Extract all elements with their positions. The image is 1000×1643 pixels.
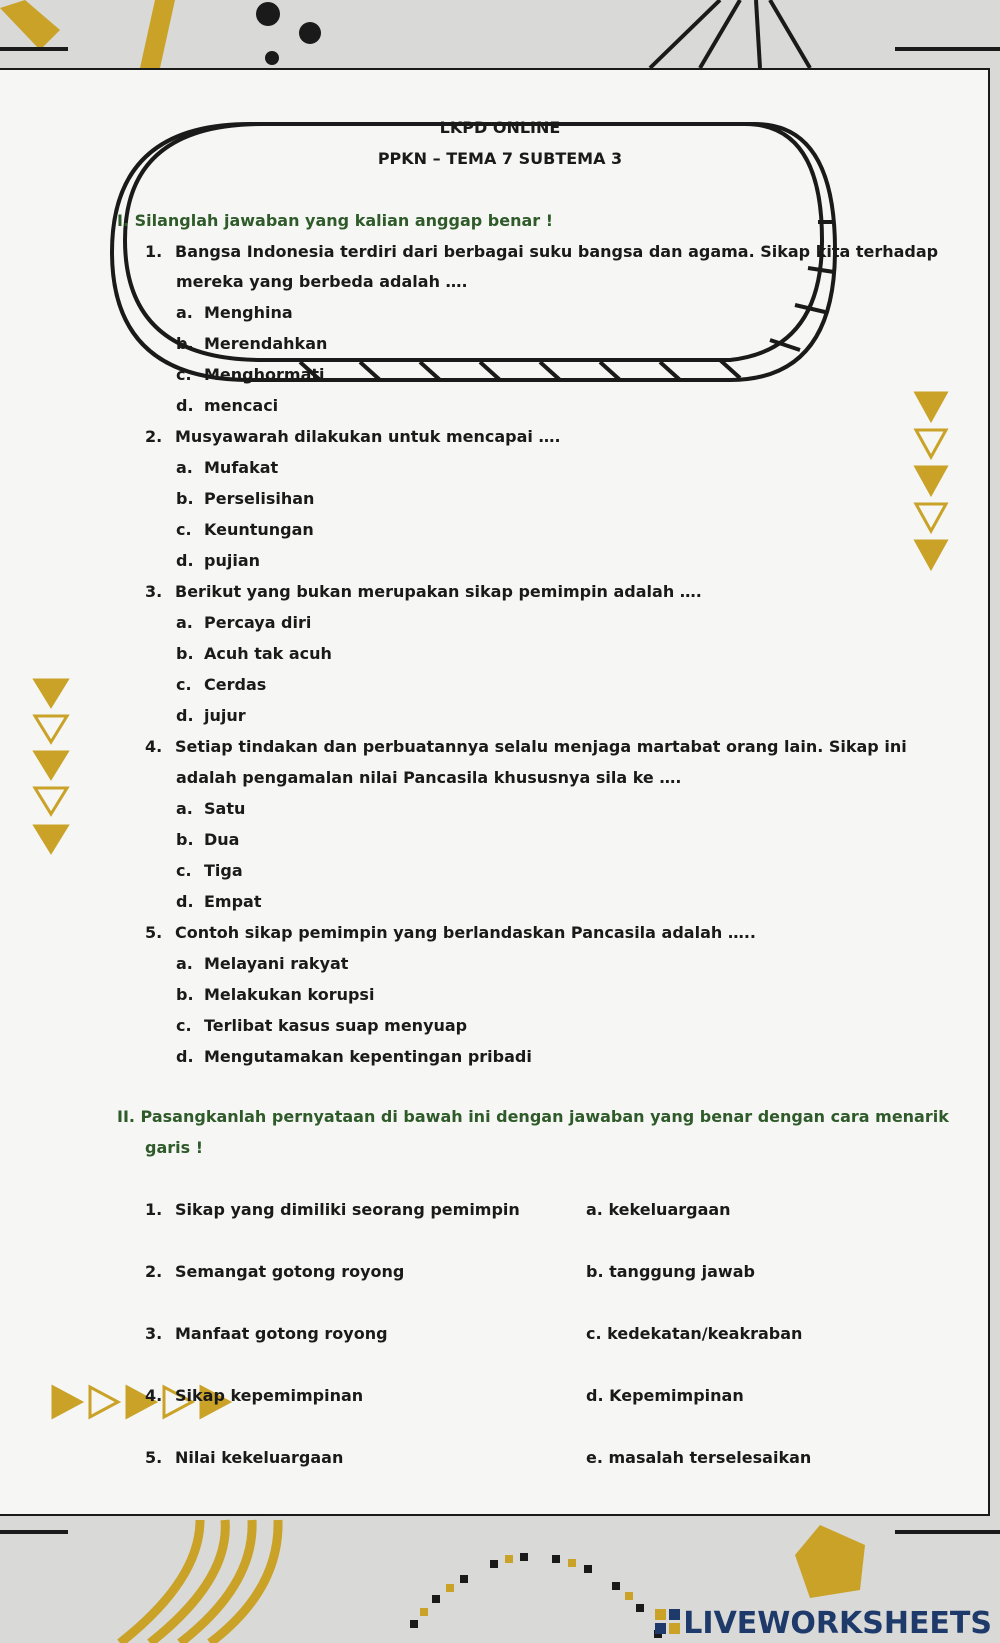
option-letter: d. [176, 706, 194, 725]
option-text: Melayani rakyat [204, 954, 349, 973]
match-left-item[interactable] [145, 1200, 520, 1219]
question-text: Setiap tindakan dan perbuatannya selalu menjaga martabat orang lain. Sikap ini [175, 737, 907, 756]
question-number: 1. [145, 242, 163, 261]
option[interactable] [176, 639, 332, 670]
match-right-item[interactable]: c. kedekatan/keakraban [586, 1324, 803, 1343]
option-letter: a. [176, 458, 193, 477]
option-text: Keuntungan [204, 520, 314, 539]
question-5 [145, 918, 756, 949]
option-text: Acuh tak acuh [204, 644, 332, 663]
option[interactable] [176, 515, 314, 546]
match-number: 4. [145, 1386, 163, 1405]
option[interactable] [176, 1011, 467, 1042]
option[interactable] [176, 546, 260, 577]
option-text: jujur [204, 706, 246, 725]
option[interactable] [176, 856, 243, 887]
question-4 [145, 732, 907, 763]
option-text: Mufakat [204, 458, 279, 477]
match-text: Semangat gotong royong [175, 1262, 405, 1281]
option[interactable] [176, 391, 278, 422]
option-letter: b. [176, 830, 194, 849]
liveworksheets-logo-icon [655, 1609, 681, 1635]
option-text: Melakukan korupsi [204, 985, 375, 1004]
option-text: Perselisihan [204, 489, 315, 508]
question-1-line2: mereka yang berbeda adalah …. [176, 272, 468, 291]
option-text: Cerdas [204, 675, 267, 694]
match-right-item[interactable]: b. tanggung jawab [586, 1262, 755, 1281]
option-letter: a. [176, 613, 193, 632]
question-4-line2: adalah pengamalan nilai Pancasila khususnya sila ke …. [176, 768, 682, 787]
option[interactable] [176, 670, 266, 701]
page-title: LKPD ONLINE [439, 118, 561, 137]
option[interactable] [176, 329, 327, 360]
match-left-item[interactable] [145, 1448, 343, 1467]
match-left-item[interactable] [145, 1386, 363, 1405]
section-2-instruction: II. Pasangkanlah pernyataan di bawah ini dengan jawaban yang benar dengan cara menarik [117, 1107, 949, 1126]
match-left-item[interactable] [145, 1324, 388, 1343]
option[interactable] [176, 825, 239, 856]
option[interactable] [176, 360, 325, 391]
option[interactable] [176, 949, 348, 980]
option[interactable] [176, 794, 245, 825]
option-letter: b. [176, 334, 194, 353]
question-text: Berikut yang bukan merupakan sikap pemimpin adalah …. [175, 582, 702, 601]
watermark-text: LIVEWORKSHEETS [683, 1606, 992, 1641]
option-letter: c. [176, 675, 192, 694]
option-letter: d. [176, 892, 194, 911]
question-number: 2. [145, 427, 163, 446]
page-subtitle: PPKN – TEMA 7 SUBTEMA 3 [377, 149, 623, 168]
option-letter: a. [176, 954, 193, 973]
match-number: 2. [145, 1262, 163, 1281]
option-text: Terlibat kasus suap menyuap [204, 1016, 468, 1035]
match-right-item[interactable]: a. kekeluargaan [586, 1200, 731, 1219]
option[interactable] [176, 887, 262, 918]
option-text: Menghormati [204, 365, 325, 384]
liveworksheets-watermark [655, 1606, 992, 1641]
option-text: mencaci [204, 396, 279, 415]
option[interactable] [176, 484, 314, 515]
option-letter: b. [176, 489, 194, 508]
match-left-item[interactable] [145, 1262, 404, 1281]
option-text: Mengutamakan kepentingan pribadi [204, 1047, 532, 1066]
question-3 [145, 577, 702, 608]
question-text: Bangsa Indonesia terdiri dari berbagai suku bangsa dan agama. Sikap kita terhadap [175, 242, 939, 261]
option[interactable] [176, 453, 278, 484]
option-letter: d. [176, 551, 194, 570]
question-number: 5. [145, 923, 163, 942]
option-letter: a. [176, 799, 193, 818]
option[interactable] [176, 608, 311, 639]
option-letter: c. [176, 520, 192, 539]
question-number: 3. [145, 582, 163, 601]
section-1-instruction: I. Silanglah jawaban yang kalian anggap benar ! [117, 211, 554, 230]
match-right-item[interactable]: e. masalah terselesaikan [586, 1448, 812, 1467]
match-number: 1. [145, 1200, 163, 1219]
option-letter: a. [176, 303, 193, 322]
option-letter: c. [176, 365, 192, 384]
option-letter: d. [176, 1047, 194, 1066]
match-right-item[interactable]: d. Kepemimpinan [586, 1386, 744, 1405]
question-1 [145, 237, 938, 268]
option-text: Tiga [204, 861, 243, 880]
match-text: Nilai kekeluargaan [175, 1448, 344, 1467]
section-2-instruction-line2: garis ! [145, 1138, 204, 1157]
question-text: Musyawarah dilakukan untuk mencapai …. [175, 427, 561, 446]
match-text: Sikap yang dimiliki seorang pemimpin [175, 1200, 520, 1219]
match-number: 5. [145, 1448, 163, 1467]
option[interactable] [176, 701, 246, 732]
question-number: 4. [145, 737, 163, 756]
option-text: Empat [204, 892, 262, 911]
match-text: Manfaat gotong royong [175, 1324, 388, 1343]
option-text: Menghina [204, 303, 293, 322]
option[interactable] [176, 980, 374, 1011]
option[interactable] [176, 1042, 532, 1073]
option-text: Percaya diri [204, 613, 312, 632]
option-letter: c. [176, 1016, 192, 1035]
match-number: 3. [145, 1324, 163, 1343]
match-text: Sikap kepemimpinan [175, 1386, 364, 1405]
option-text: Dua [204, 830, 240, 849]
option-letter: c. [176, 861, 192, 880]
question-text: Contoh sikap pemimpin yang berlandaskan Pancasila adalah ….. [175, 923, 756, 942]
option-text: pujian [204, 551, 260, 570]
option-text: Satu [204, 799, 246, 818]
option-letter: d. [176, 396, 194, 415]
option-text: Merendahkan [204, 334, 328, 353]
option-letter: b. [176, 644, 194, 663]
option-letter: b. [176, 985, 194, 1004]
option[interactable] [176, 298, 293, 329]
question-2 [145, 422, 561, 453]
